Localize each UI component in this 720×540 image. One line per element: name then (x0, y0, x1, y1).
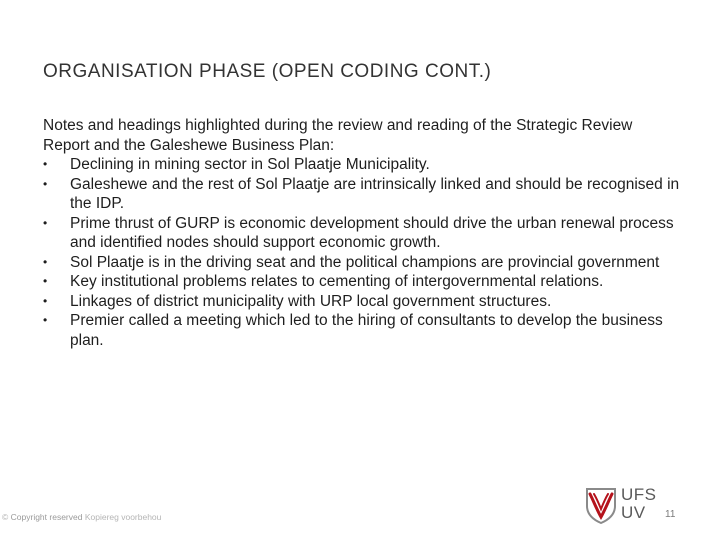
bullet-icon: • (43, 157, 48, 171)
slide-body (43, 116, 683, 350)
logo-line-2: UV (621, 503, 646, 522)
list-item (43, 214, 683, 253)
bullet-icon: • (43, 313, 48, 327)
ufs-shield-logo-icon (584, 486, 618, 524)
ufs-logo (584, 486, 684, 526)
bullet-icon: • (43, 176, 48, 191)
bullet-icon: • (43, 215, 48, 230)
list-item-text: Linkages of district municipality with URP local government structures. (70, 292, 552, 310)
list-item (43, 311, 683, 350)
list-item-text: Premier called a meeting which led to the hiring of consultants to develop the business plan. (70, 312, 663, 349)
intro-paragraph: Notes and headings highlighted during the review and reading of the Strategic Review Report and the Galeshewe Business Plan: (43, 117, 633, 154)
copyright-strong: Copyright reserved (10, 512, 83, 522)
copyright-notice (2, 512, 161, 522)
list-item-text: Sol Plaatje is in the driving seat and the political champions are provincial government (70, 253, 660, 271)
list-item-text: Galeshewe and the rest of Sol Plaatje are intrinsically linked and should be recognised in the IDP. (70, 175, 680, 212)
bullet-icon: • (43, 293, 48, 308)
page-number: 11 (665, 509, 676, 520)
slide-title: ORGANISATION PHASE (OPEN CODING CONT.) (43, 61, 492, 82)
list-item-text: Key institutional problems relates to cementing of intergovernmental relations. (70, 273, 604, 290)
list-item (43, 272, 683, 292)
list-item (43, 253, 683, 273)
bullet-list (43, 155, 683, 350)
bullet-icon: • (43, 254, 48, 269)
list-item (43, 175, 683, 214)
copyright-rest: Kopiereg voorbehou (84, 512, 162, 522)
list-item-text: Prime thrust of GURP is economic development should drive the urban renewal process and identified nodes should support economic growth. (70, 214, 674, 251)
bullet-icon: • (43, 274, 48, 288)
copyright-symbol: © (2, 512, 9, 522)
logo-wordmark (621, 486, 657, 522)
list-item (43, 292, 683, 312)
logo-line-1: UFS (621, 485, 657, 504)
list-item (43, 155, 683, 175)
list-item-text: Declining in mining sector in Sol Plaatje Municipality. (70, 156, 430, 173)
